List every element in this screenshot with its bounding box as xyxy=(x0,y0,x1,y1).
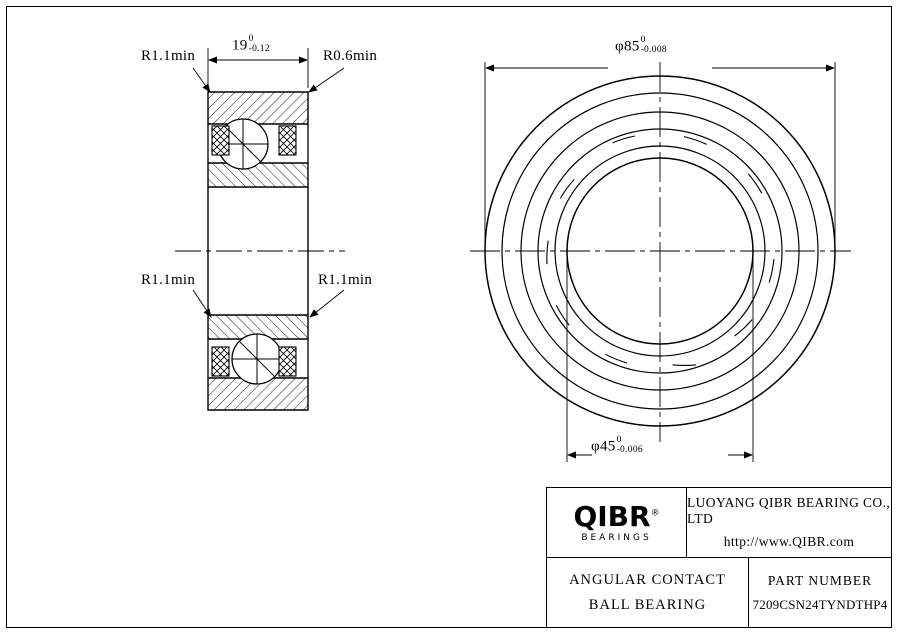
product-type-line1: ANGULAR CONTACT xyxy=(569,571,726,588)
label-r06min-top-right: R0.6min xyxy=(323,48,378,64)
part-number-block xyxy=(749,558,891,627)
width-nominal: 19 xyxy=(232,37,248,54)
label-r11min-top-left: R1.1min xyxy=(141,48,196,64)
od-nominal: 85 xyxy=(623,38,640,55)
part-number-value: 7209CSN24TYNDTHP4 xyxy=(752,596,888,612)
logo-brand-text xyxy=(573,499,660,533)
part-number-label: PART NUMBER xyxy=(767,572,873,588)
width-upper-tol: 0 xyxy=(248,34,254,44)
bore-lower-tol: -0.006 xyxy=(616,444,643,455)
ball-bottom xyxy=(232,334,282,384)
logo-tagline: BEARINGS xyxy=(581,532,652,543)
title-block-header xyxy=(547,488,891,558)
bore-symbol: φ xyxy=(591,438,600,455)
label-r11min-bottom-right: R1.1min xyxy=(318,272,373,288)
od-symbol: φ xyxy=(615,38,624,55)
width-dimension-text xyxy=(232,36,270,56)
company-info xyxy=(687,495,891,550)
inner-ring-top xyxy=(208,163,308,187)
od-upper-tol: 0 xyxy=(640,35,646,45)
title-block-body xyxy=(547,558,891,627)
company-name: LUOYANG QIBR BEARING CO., LTD xyxy=(687,495,891,526)
label-r11min-bottom-left: R1.1min xyxy=(141,272,196,288)
front-view xyxy=(470,62,851,442)
bore-nominal: 45 xyxy=(599,438,616,455)
width-lower-tol: -0.12 xyxy=(248,43,270,54)
company-logo xyxy=(547,488,687,557)
od-dimension-text xyxy=(615,37,667,57)
od-lower-tol: -0.008 xyxy=(640,44,667,55)
registered-trademark-icon: ® xyxy=(650,508,660,519)
product-type xyxy=(547,558,749,627)
section-view xyxy=(175,92,345,410)
bore-dimension-text xyxy=(591,437,643,457)
logo-brand: QIBR xyxy=(573,499,651,533)
product-type-line2: BALL BEARING xyxy=(588,596,707,613)
bore-upper-tol: 0 xyxy=(616,435,622,445)
title-block xyxy=(546,487,892,628)
company-website[interactable]: http://www.QIBR.com xyxy=(723,534,855,549)
outer-ring-top xyxy=(208,92,308,124)
